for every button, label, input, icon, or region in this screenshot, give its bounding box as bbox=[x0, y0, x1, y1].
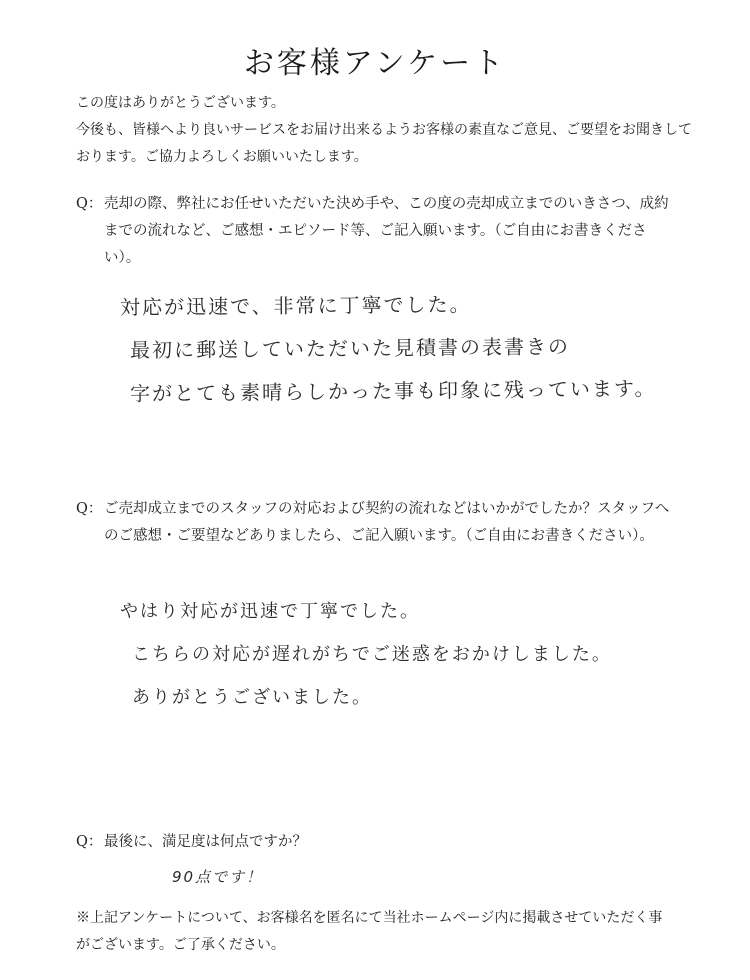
handwritten-answer-3 bbox=[172, 866, 263, 887]
question-label: Q： bbox=[76, 501, 103, 517]
answer-line: 字がとても素晴らしかった事も印象に残っています。 bbox=[129, 376, 657, 406]
answer-line: ありがとうございました。 bbox=[132, 687, 372, 708]
question-label: Q： bbox=[76, 196, 103, 212]
question-2 bbox=[76, 496, 674, 550]
answer-line: 最初に郵送していただいた見積書の表書きの bbox=[129, 334, 571, 363]
page-title: お客様アンケート bbox=[243, 46, 507, 81]
answer-line: やはり対応が迅速で丁寧でした。 bbox=[120, 601, 420, 622]
question-text: ご売却成立までのスタッフの対応および契約の流れなどはいかがでしたか？スタッフへのご感想・ご要望などありましたら、ご記入願います。（ご自由にお書きください）。 bbox=[104, 501, 670, 544]
question-label: Q： bbox=[76, 834, 103, 850]
answer-line: 対応が迅速で、非常に丁寧でした。 bbox=[119, 292, 472, 320]
question-text: 最後に、満足度は何点ですか？ bbox=[104, 834, 307, 850]
footnote: ※上記アンケートについて、お客様名を匿名にて当社ホームページ内に掲載させていただく事がございます。ご了承ください。 bbox=[76, 910, 663, 953]
answer-line: 90点です！ bbox=[172, 868, 264, 886]
intro-line: 今後も、皆様へより良いサービスをお届け出来るようお客様の素直なご意見、ご要望をお聞きしております。ご協力よろしくお願いいたします。 bbox=[76, 122, 692, 165]
intro-line: この度はありがとうございます。 bbox=[76, 95, 285, 111]
answer-line: こちらの対応が遅れがちでご迷惑をおかけしました。 bbox=[132, 644, 612, 665]
handwritten-answer-1 bbox=[120, 284, 656, 413]
question-text: 売却の際、弊社にお任せいただいた決め手や、この度の売却成立までのいきさつ、成約までの流れなど、ご感想・エピソード等、ご記入願います。（ご自由にお書きください）。 bbox=[104, 196, 669, 266]
handwritten-answer-2 bbox=[120, 590, 612, 719]
question-1 bbox=[76, 191, 674, 272]
question-3 bbox=[76, 829, 674, 856]
intro-text bbox=[76, 90, 696, 171]
